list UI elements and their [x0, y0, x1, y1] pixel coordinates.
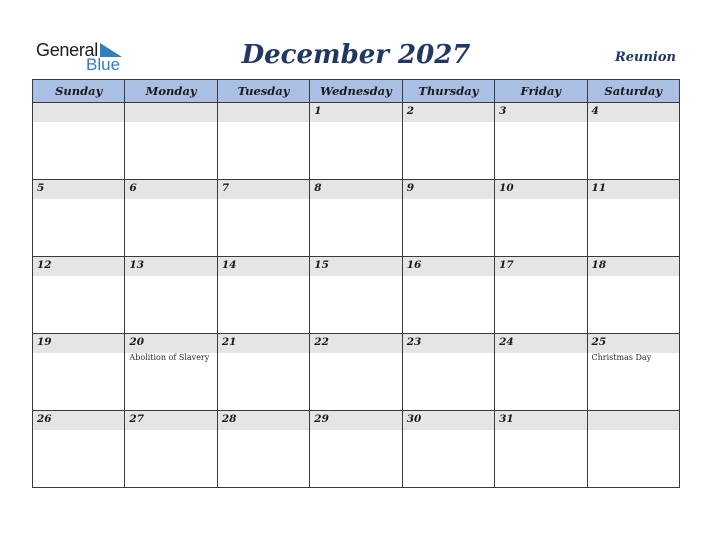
day-number-bar [33, 103, 124, 122]
week-row [33, 180, 680, 257]
day-cell [33, 103, 125, 180]
day-number-bar [495, 103, 586, 122]
day-number: 23 [406, 336, 422, 348]
day-number: 25 [591, 336, 607, 348]
day-cell [125, 180, 217, 257]
day-cell [125, 411, 217, 488]
day-number: 19 [37, 336, 52, 348]
day-cell [217, 103, 309, 180]
day-number-bar [495, 257, 586, 276]
day-number-bar [310, 334, 401, 353]
day-number: 9 [406, 182, 414, 194]
day-number: 16 [406, 259, 422, 271]
day-number: 26 [37, 413, 52, 425]
day-number-bar [495, 334, 586, 353]
day-number: 1 [314, 105, 322, 117]
day-number: 7 [221, 182, 230, 194]
day-cell [33, 334, 125, 411]
day-cell [402, 180, 494, 257]
day-cell [587, 103, 679, 180]
holiday-label: Christmas Day [591, 353, 652, 362]
day-cell [33, 411, 125, 488]
day-number: 21 [221, 336, 237, 348]
day-cell [495, 411, 587, 488]
day-number-bar [310, 411, 401, 430]
day-number: 22 [314, 336, 329, 348]
day-number: 15 [314, 259, 329, 271]
day-number-bar [310, 180, 401, 199]
day-number: 27 [129, 413, 145, 425]
day-cell [587, 180, 679, 257]
day-cell [125, 334, 217, 411]
day-number-bar [403, 180, 494, 199]
day-number-bar [125, 334, 216, 353]
day-number: 30 [406, 413, 422, 425]
day-cell [587, 334, 679, 411]
day-cell [587, 411, 679, 488]
day-number: 5 [37, 182, 45, 194]
weekday-header: Sunday [33, 80, 125, 103]
day-number: 4 [591, 105, 599, 117]
day-number-bar [588, 180, 679, 199]
region-label: Reunion [614, 50, 676, 65]
day-number-bar [33, 334, 124, 353]
day-number-bar [310, 257, 401, 276]
day-number-bar [33, 180, 124, 199]
day-number: 14 [221, 259, 237, 271]
day-cell [495, 334, 587, 411]
day-number-bar [403, 257, 494, 276]
day-cell [495, 180, 587, 257]
week-row [33, 334, 680, 411]
logo-word-blue: Blue [86, 55, 121, 74]
day-cell [310, 411, 402, 488]
weekday-header: Monday [125, 80, 217, 103]
day-number-bar [218, 103, 309, 122]
day-number: 18 [591, 259, 607, 271]
calendar-grid [32, 79, 680, 488]
holiday-label: Abolition of Slavery [129, 353, 210, 362]
day-number-bar [218, 180, 309, 199]
day-number-bar [218, 334, 309, 353]
day-number-bar [125, 411, 216, 430]
week-row [33, 257, 680, 334]
day-number: 11 [591, 182, 607, 194]
day-number: 8 [314, 182, 322, 194]
weekday-header-row [33, 80, 680, 103]
logo-word-general: General [36, 40, 98, 60]
day-cell [310, 103, 402, 180]
day-cell [310, 257, 402, 334]
weekday-header: Friday [495, 80, 587, 103]
day-number: 10 [499, 182, 514, 194]
day-number-bar [33, 257, 124, 276]
day-cell [33, 180, 125, 257]
day-cell [402, 334, 494, 411]
calendar-title: December 2027 [241, 40, 471, 70]
day-number-bar [218, 257, 309, 276]
day-number-bar [125, 180, 216, 199]
day-cell [217, 334, 309, 411]
day-number-bar [125, 103, 216, 122]
day-number-bar [218, 411, 309, 430]
day-number: 20 [129, 336, 145, 348]
day-cell [495, 103, 587, 180]
day-number-bar [495, 411, 586, 430]
day-number-bar [310, 103, 401, 122]
day-number-bar [588, 334, 679, 353]
day-number: 28 [221, 413, 237, 425]
day-cell [125, 103, 217, 180]
day-cell [217, 257, 309, 334]
weekday-header: Wednesday [310, 80, 402, 103]
day-number-bar [403, 334, 494, 353]
day-cell [125, 257, 217, 334]
day-number: 2 [406, 105, 414, 117]
week-row [33, 411, 680, 488]
day-cell [402, 411, 494, 488]
weekday-header: Saturday [587, 80, 679, 103]
day-number: 6 [129, 182, 137, 194]
week-row [33, 103, 680, 180]
day-cell [402, 103, 494, 180]
day-number-bar [495, 180, 586, 199]
day-number-bar [403, 103, 494, 122]
weekday-header: Tuesday [217, 80, 309, 103]
day-number: 31 [499, 413, 514, 425]
day-cell [217, 411, 309, 488]
day-number: 12 [37, 259, 52, 271]
day-number-bar [125, 257, 216, 276]
day-number: 17 [499, 259, 514, 271]
day-cell [402, 257, 494, 334]
day-number-bar [403, 411, 494, 430]
day-cell [310, 180, 402, 257]
day-number: 29 [314, 413, 329, 425]
day-number: 24 [499, 336, 514, 348]
day-cell [33, 257, 125, 334]
day-number-bar [588, 257, 679, 276]
day-number: 13 [129, 259, 145, 271]
day-number-bar [588, 103, 679, 122]
day-cell [495, 257, 587, 334]
day-number-bar [588, 411, 679, 430]
day-cell [310, 334, 402, 411]
day-number: 3 [499, 105, 507, 117]
day-number-bar [33, 411, 124, 430]
weekday-header: Thursday [402, 80, 494, 103]
day-cell [217, 180, 309, 257]
day-cell [587, 257, 679, 334]
